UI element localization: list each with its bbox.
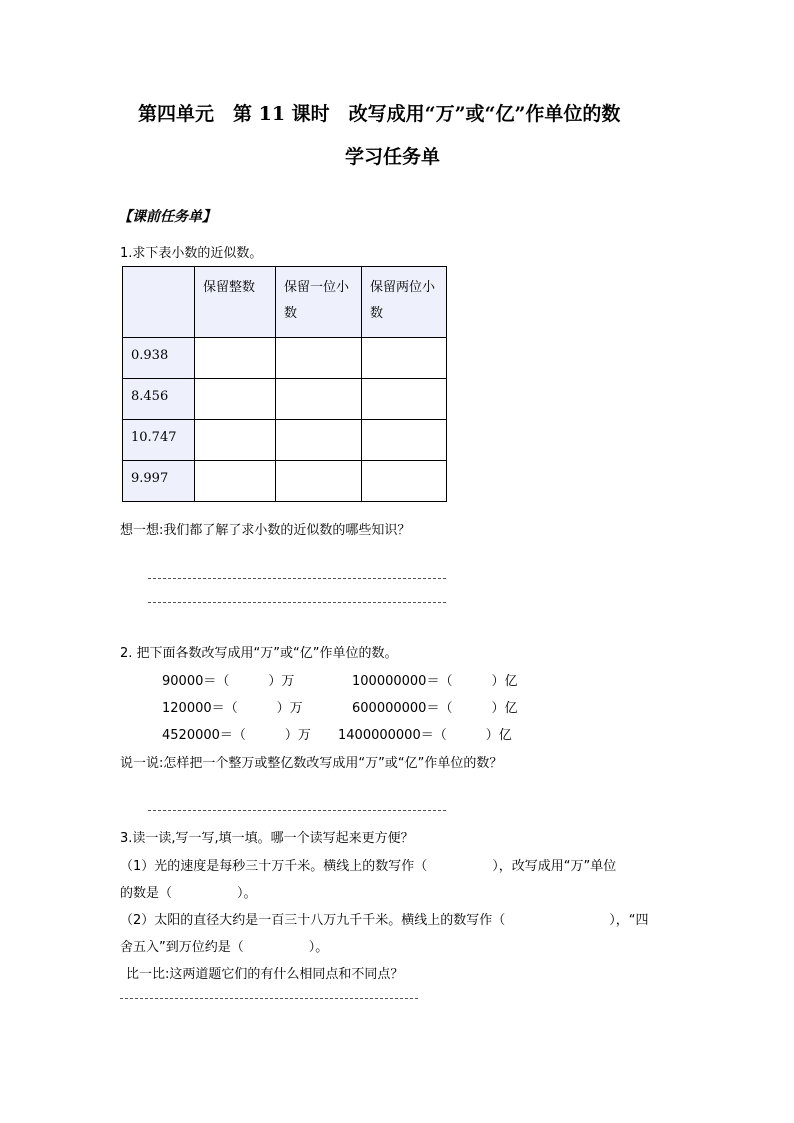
answer-cell[interactable]: [362, 420, 447, 461]
answer-cell[interactable]: [276, 379, 362, 420]
answer-cell[interactable]: [362, 338, 447, 379]
q3-part1-line1: （1）光的速度是每秒三十万千米。横线上的数写作（ ），改写成用“万”单位: [120, 859, 617, 874]
table-header-cell: 保留两位小数: [362, 267, 447, 338]
q3-compare: 比一比:这两道题它们的有什么相同点和不同点？: [126, 967, 404, 982]
answer-cell[interactable]: [276, 338, 362, 379]
row-label: 8.456: [123, 379, 195, 420]
answer-cell[interactable]: [195, 420, 276, 461]
answer-cell[interactable]: [195, 379, 276, 420]
q2-prompt: 2. 把下面各数改写成用“万”或“亿”作单位的数。: [120, 646, 398, 661]
answer-cell[interactable]: [195, 461, 276, 502]
q2-item[interactable]: 1400000000＝（ ）亿: [338, 728, 512, 743]
answer-line[interactable]: [120, 998, 418, 999]
table-row: [123, 420, 447, 461]
answer-cell[interactable]: [362, 461, 447, 502]
q3-part2-line1: （2）太阳的直径大约是一百三十八万九千千米。横线上的数写作（ ），“四: [120, 913, 649, 928]
table-row: [123, 379, 447, 420]
page-subtitle: 学习任务单: [345, 146, 441, 168]
page-title: 第四单元 第 11 课时 改写成用“万”或“亿”作单位的数: [138, 103, 621, 125]
table-header-cell: [123, 267, 195, 338]
q1-prompt: 1.求下表小数的近似数。: [120, 246, 263, 261]
answer-cell[interactable]: [195, 338, 276, 379]
table-row: [123, 338, 447, 379]
q3-part1-line2: 的数是（ ）。: [120, 886, 257, 901]
section-heading: 【课前任务单】: [118, 209, 216, 225]
answer-line[interactable]: [148, 602, 446, 603]
q2-item[interactable]: 100000000＝（ ）亿: [352, 674, 518, 689]
q2-item[interactable]: 600000000＝（ ）亿: [352, 701, 518, 716]
table-header-row: [123, 267, 447, 338]
row-label: 10.747: [123, 420, 195, 461]
row-label: 0.938: [123, 338, 195, 379]
row-label: 9.997: [123, 461, 195, 502]
q2-say: 说一说:怎样把一个整万或整亿数改写成用“万”或“亿”作单位的数？: [120, 756, 503, 771]
q3-prompt: 3.读一读,写一写,填一填。哪一个读写起来更方便？: [120, 831, 414, 846]
q2-item[interactable]: 120000＝（ ）万: [162, 701, 303, 716]
answer-cell[interactable]: [276, 461, 362, 502]
table-header-cell: 保留一位小数: [276, 267, 362, 338]
table-header-cell: 保留整数: [195, 267, 276, 338]
answer-cell[interactable]: [362, 379, 447, 420]
answer-line[interactable]: [148, 578, 446, 579]
answer-cell[interactable]: [276, 420, 362, 461]
approx-table: [122, 266, 447, 502]
q1-think: 想一想:我们都了解了求小数的近似数的哪些知识？: [120, 523, 411, 538]
table-row: [123, 461, 447, 502]
answer-line[interactable]: [148, 810, 446, 811]
q3-part2-line2: 舍五入”到万位约是（ ）。: [120, 940, 329, 955]
q2-item[interactable]: 90000＝（ ）万: [162, 674, 295, 689]
q2-item[interactable]: 4520000＝（ ）万: [162, 728, 311, 743]
